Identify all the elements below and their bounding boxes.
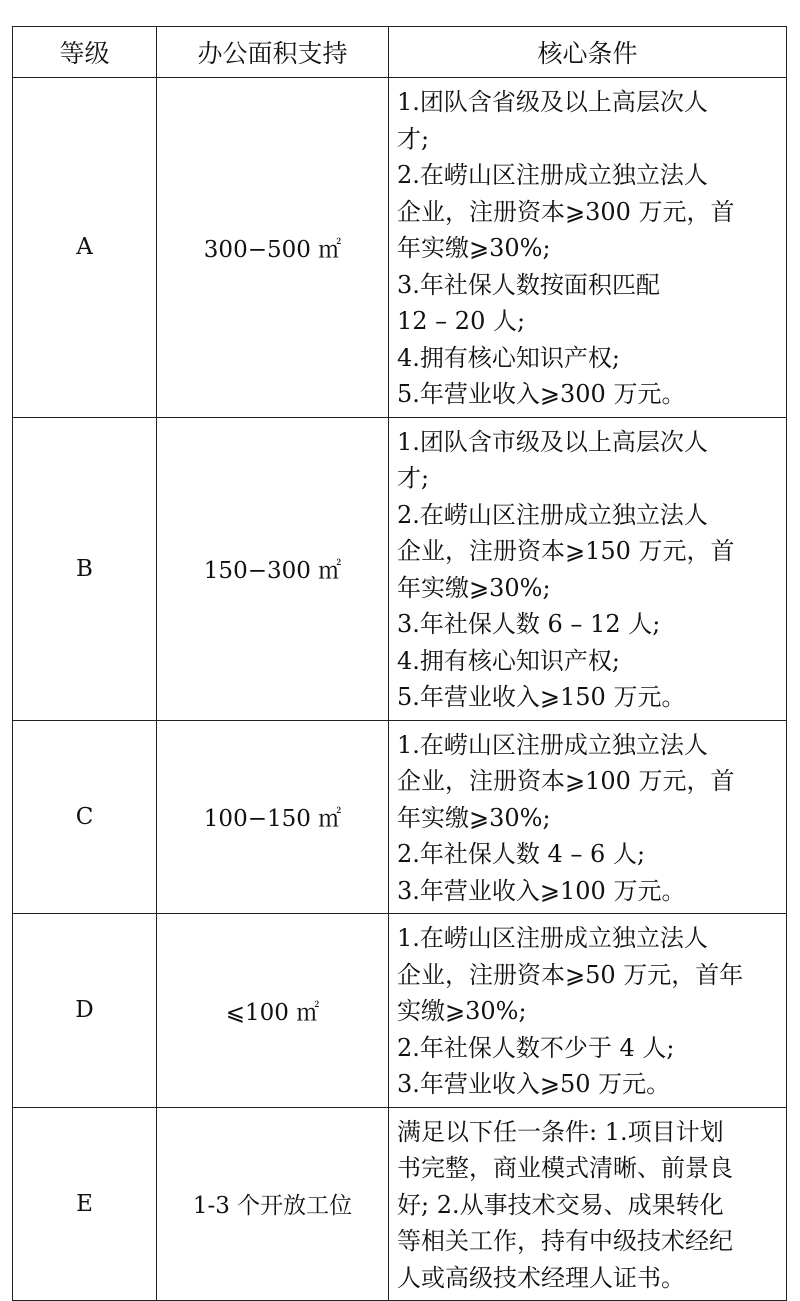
condition-line: 2.在崂山区注册成立独立法人 <box>397 500 708 529</box>
condition-line: 年实缴⩾30%; <box>397 573 551 602</box>
condition-line: 人或高级技术经理人证书。 <box>397 1263 685 1292</box>
condition-line: 2.年社保人数不少于 4 人; <box>397 1033 675 1062</box>
condition-line: 1.在崂山区注册成立独立法人 <box>397 730 708 759</box>
grade-cell: D <box>13 914 157 1108</box>
header-core-conditions: 核心条件 <box>389 27 787 78</box>
grade-cell: C <box>13 720 157 914</box>
condition-line: 等相关工作，持有中级技术经纪 <box>397 1227 733 1255</box>
condition-line: 满足以下任一条件: 1.项目计划 <box>397 1117 724 1146</box>
condition-line: 实缴⩾30%; <box>397 997 527 1025</box>
condition-line: 3.年营业收入⩾50 万元。 <box>397 1070 671 1098</box>
grade-cell: E <box>13 1107 157 1301</box>
condition-line: 4.拥有核心知识产权; <box>397 343 620 372</box>
grade-cell: A <box>13 78 157 418</box>
condition-line: 1.团队含市级及以上高层次人 <box>397 427 708 456</box>
office-area-cell: 1-3 个开放工位 <box>157 1107 389 1301</box>
table-row <box>13 1107 787 1301</box>
header-grade: 等级 <box>13 27 157 78</box>
core-conditions-cell <box>389 78 787 418</box>
core-conditions-cell <box>389 1107 787 1301</box>
table-row <box>13 417 787 720</box>
condition-line: 好; 2.从事技术交易、成果转化 <box>397 1190 724 1219</box>
condition-line: 3.年社保人数 6 – 12 人; <box>397 610 661 638</box>
condition-line: 书完整，商业模式清晰、前景良 <box>397 1154 733 1182</box>
condition-line: 1.团队含省级及以上高层次人 <box>397 88 708 116</box>
grade-requirements-table <box>12 26 787 1301</box>
condition-line: 企业，注册资本⩾150 万元，首 <box>397 537 735 565</box>
condition-line: 才; <box>397 124 430 153</box>
header-office-area: 办公面积支持 <box>157 27 389 78</box>
office-area-cell: 100−150 ㎡ <box>157 720 389 914</box>
table-row <box>13 914 787 1108</box>
condition-line: 3.年营业收入⩾100 万元。 <box>397 876 686 905</box>
condition-line: 才; <box>397 464 430 492</box>
condition-line: 2.在崂山区注册成立独立法人 <box>397 161 708 189</box>
office-area-cell: 150−300 ㎡ <box>157 417 389 720</box>
condition-line: 5.年营业收入⩾300 万元。 <box>397 380 686 408</box>
condition-line: 企业，注册资本⩾100 万元，首 <box>397 767 735 795</box>
condition-line: 企业，注册资本⩾300 万元，首 <box>397 197 735 226</box>
core-conditions-cell <box>389 914 787 1108</box>
condition-line: 3.年社保人数按面积匹配 <box>397 270 660 299</box>
condition-line: 年实缴⩾30%; <box>397 234 551 262</box>
condition-line: 2.年社保人数 4 – 6 人; <box>397 840 646 868</box>
office-area-cell: ⩽100 ㎡ <box>157 914 389 1108</box>
condition-line: 年实缴⩾30%; <box>397 803 551 832</box>
table-row <box>13 78 787 418</box>
condition-line: 4.拥有核心知识产权; <box>397 646 620 675</box>
condition-line: 5.年营业收入⩾150 万元。 <box>397 683 686 711</box>
core-conditions-cell <box>389 417 787 720</box>
header-row <box>13 27 787 78</box>
core-conditions-cell <box>389 720 787 914</box>
table-row <box>13 720 787 914</box>
condition-line: 1.在崂山区注册成立独立法人 <box>397 924 708 952</box>
office-area-cell: 300−500 ㎡ <box>157 78 389 418</box>
condition-line: 企业，注册资本⩾50 万元，首年 <box>397 960 744 989</box>
condition-line: 12 – 20 人; <box>397 307 526 335</box>
grade-cell: B <box>13 417 157 720</box>
